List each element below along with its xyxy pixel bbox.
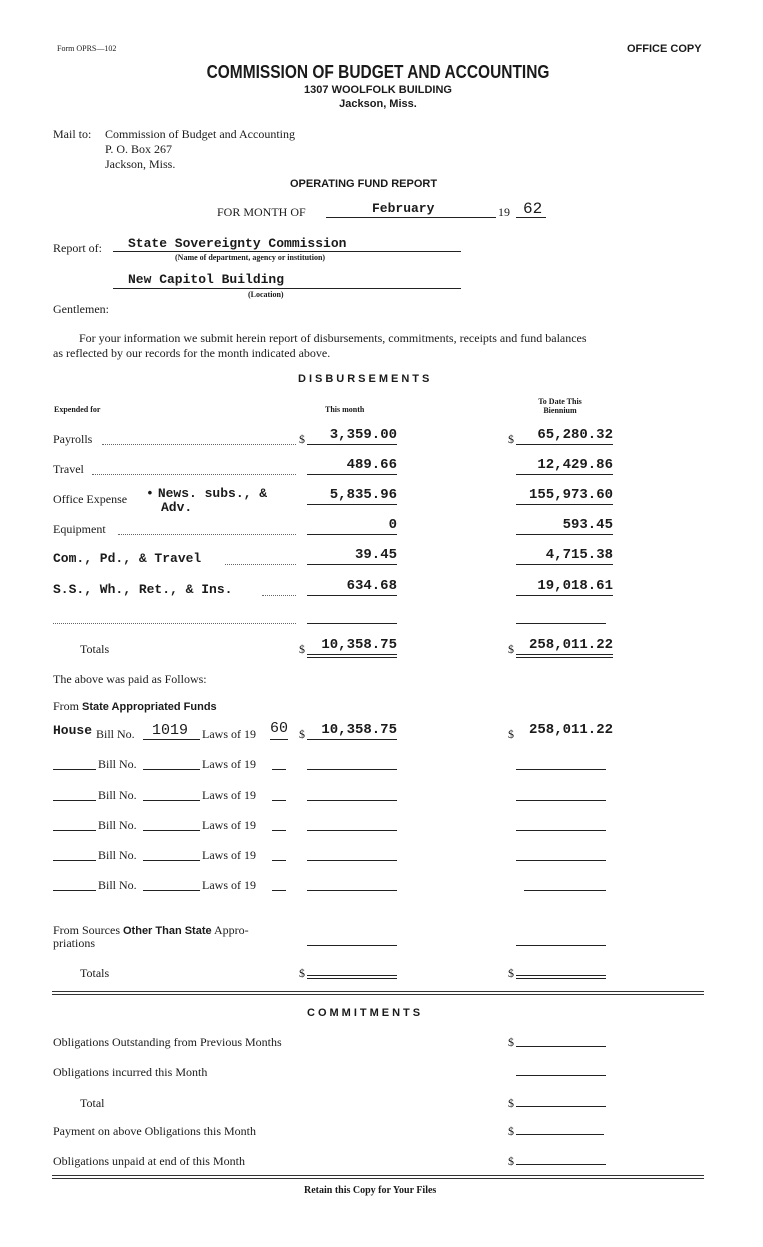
total-todate-field[interactable] (516, 654, 613, 655)
commitment-field-incurred[interactable] (516, 1075, 606, 1076)
location-caption: (Location) (248, 290, 284, 299)
paid-intro: The above was paid as Follows: (53, 672, 207, 686)
leader-dots (262, 595, 296, 596)
bill-label-2: Bill No. (98, 757, 137, 771)
paid-totals-label: Totals (80, 966, 110, 980)
office-todate-field[interactable] (516, 504, 613, 505)
laws-label-3: Laws of 19 (202, 788, 256, 802)
total-todate-underline (516, 657, 613, 658)
law-year-field-6[interactable] (272, 890, 286, 891)
office-todate-value: 155,973.60 (528, 487, 613, 503)
report-of-caption: (Name of department, agency or institution) (175, 253, 326, 262)
payrolls-todate-value: 65,280.32 (537, 427, 613, 443)
payrolls-month-field[interactable] (307, 444, 397, 445)
mail-to-line-3: Jackson, Miss. (105, 157, 176, 171)
bill-month-field-1[interactable] (307, 739, 397, 740)
col-to-date-1: To Date This (538, 397, 582, 406)
bill-house-field-5[interactable] (53, 860, 96, 861)
row-label-ss-wh-ret-ins: S.S., Wh., Ret., & Ins. (53, 582, 233, 597)
office-month-value: 5,835.96 (329, 487, 397, 503)
bill-todate-field-5[interactable] (516, 860, 606, 861)
section-divider (52, 1178, 704, 1179)
equipment-month-value: 0 (388, 517, 397, 533)
location-value: New Capitol Building (128, 272, 285, 287)
com-todate-value: 4,715.38 (545, 547, 613, 563)
other-month-field[interactable] (307, 945, 397, 946)
col-this-month: This month (325, 405, 365, 414)
bill-todate-field-2[interactable] (516, 769, 606, 770)
intro-line-1: For your information we submit herein report of disbursements, commitments, receipts and fund balances (79, 331, 587, 345)
ss-month-value: 634.68 (346, 578, 397, 594)
law-year-field-4[interactable] (272, 830, 286, 831)
payrolls-todate-field[interactable] (516, 444, 613, 445)
office-expense-typed-note-2: Adv. (161, 500, 193, 515)
laws-label-4: Laws of 19 (202, 818, 256, 832)
travel-month-value: 489.66 (346, 457, 397, 473)
payrolls-month-value: 3,359.00 (329, 427, 397, 443)
blank-month-field[interactable] (307, 623, 397, 624)
commitment-field-total[interactable] (516, 1106, 606, 1107)
section-divider (52, 1175, 704, 1176)
bill-todate-field-3[interactable] (516, 800, 606, 801)
law-year-field-3[interactable] (272, 800, 286, 801)
report-of-field[interactable] (113, 251, 461, 252)
law-year-field-5[interactable] (272, 860, 286, 861)
dollar-sign: $ (508, 966, 514, 980)
com-month-value: 39.45 (354, 547, 397, 563)
dollar-sign: $ (508, 432, 514, 446)
bill-house-field-4[interactable] (53, 830, 96, 831)
year-value: 62 (523, 200, 543, 218)
footer-note: Retain this Copy for Your Files (304, 1185, 437, 1196)
total-todate-value: 258,011.22 (528, 637, 613, 653)
row-label-office-expense: Office Expense (53, 492, 128, 506)
equipment-month-field[interactable] (307, 534, 397, 535)
mail-to-line-1: Commission of Budget and Accounting (105, 127, 295, 141)
bill-month-field-4[interactable] (307, 830, 397, 831)
from-state-funds: From State Appropriated Funds (53, 699, 217, 713)
bill-label-1: Bill No. (96, 727, 135, 741)
total-month-field[interactable] (307, 654, 397, 655)
commitment-label-total: Total (80, 1096, 105, 1110)
ss-todate-value: 19,018.61 (537, 578, 613, 594)
col-expended-for: Expended for (54, 405, 101, 414)
law-year-field-1[interactable] (270, 739, 288, 740)
bill-todate-field-6[interactable] (524, 890, 606, 891)
bill-todate-value-1: 258,011.22 (528, 722, 613, 738)
law-year-field-2[interactable] (272, 769, 286, 770)
com-month-field[interactable] (307, 564, 397, 565)
total-month-underline (307, 657, 397, 658)
bill-house-field-6[interactable] (53, 890, 96, 891)
col-to-date-2: Biennium (543, 406, 577, 415)
leader-dots (92, 474, 296, 475)
intro-line-2: as reflected by our records for the month indicated above. (53, 346, 331, 360)
dollar-sign: $ (508, 1096, 514, 1110)
bill-no-1: 1019 (152, 722, 189, 739)
bill-month-value-1: 10,358.75 (321, 722, 397, 738)
bill-house-1: House (53, 723, 93, 738)
disbursements-heading: DISBURSEMENTS (298, 373, 433, 385)
laws-label-1: Laws of 19 (202, 727, 256, 741)
bill-month-field-6[interactable] (307, 890, 397, 891)
location-field[interactable] (113, 288, 461, 289)
bill-month-field-5[interactable] (307, 860, 397, 861)
address-line-2: Jackson, Miss. (339, 98, 417, 110)
bill-no-field-5[interactable] (143, 860, 200, 861)
commitment-label-payment: Payment on above Obligations this Month (53, 1124, 256, 1138)
commitment-label-outstanding: Obligations Outstanding from Previous Months (53, 1035, 282, 1049)
mail-to-label: Mail to: (53, 127, 92, 141)
office-expense-typed-note-1: • News. subs., & (146, 486, 268, 501)
page-title: COMMISSION OF BUDGET AND ACCOUNTING (206, 62, 550, 82)
row-label-equipment: Equipment (53, 522, 106, 536)
commitment-label-unpaid: Obligations unpaid at end of this Month (53, 1154, 245, 1168)
row-label-travel: Travel (53, 462, 84, 476)
year-prefix: 19 (498, 205, 510, 219)
bill-house-field-3[interactable] (53, 800, 96, 801)
salutation: Gentlemen: (53, 302, 109, 316)
form-number: Form OPRS—102 (57, 44, 117, 53)
bill-no-field-6[interactable] (143, 890, 200, 891)
travel-month-field[interactable] (307, 474, 397, 475)
equipment-todate-field[interactable] (516, 534, 613, 535)
bill-month-field-3[interactable] (307, 800, 397, 801)
office-month-field[interactable] (307, 504, 397, 505)
ss-todate-field[interactable] (516, 595, 613, 596)
row-label-payrolls: Payrolls (53, 432, 93, 446)
bill-no-field-1[interactable] (143, 739, 200, 740)
report-of-label: Report of: (53, 241, 102, 255)
bill-no-field-2[interactable] (143, 769, 200, 770)
report-of-value: State Sovereignty Commission (128, 236, 347, 251)
row-label-com-pd-travel: Com., Pd., & Travel (53, 551, 202, 566)
totals-label: Totals (80, 642, 110, 656)
bill-label-4: Bill No. (98, 818, 137, 832)
leader-dots (53, 623, 296, 624)
month-label: FOR MONTH OF (217, 205, 306, 219)
mail-to-line-2: P. O. Box 267 (105, 142, 173, 156)
paid-total-todate-underline (516, 978, 606, 979)
law-year-1: 60 (270, 720, 289, 737)
dollar-sign: $ (508, 1035, 514, 1049)
ss-month-field[interactable] (307, 595, 397, 596)
address-line-1: 1307 WOOLFOLK BUILDING (304, 84, 452, 96)
section-divider (52, 991, 704, 992)
bill-label-6: Bill No. (98, 878, 137, 892)
leader-dots (118, 534, 296, 535)
dollar-sign: $ (508, 1154, 514, 1168)
bill-no-field-4[interactable] (143, 830, 200, 831)
month-value: February (372, 201, 435, 216)
dollar-sign: $ (299, 727, 305, 741)
commitments-heading: COMMITMENTS (307, 1007, 424, 1019)
commitment-label-incurred: Obligations incurred this Month (53, 1065, 208, 1079)
section-divider (52, 994, 704, 995)
bill-month-field-2[interactable] (307, 769, 397, 770)
leader-dots (102, 444, 296, 445)
paid-total-todate-field[interactable] (516, 975, 606, 976)
other-sources-line-1: From Sources Other Than State Appro- (53, 923, 249, 937)
other-todate-field[interactable] (516, 945, 606, 946)
dollar-sign: $ (299, 432, 305, 446)
laws-label-2: Laws of 19 (202, 757, 256, 771)
bill-label-5: Bill No. (98, 848, 137, 862)
office-copy-label: OFFICE COPY (627, 43, 702, 55)
bill-house-field-2[interactable] (53, 769, 96, 770)
other-sources-line-2: priations (53, 936, 95, 950)
month-field[interactable] (326, 217, 496, 218)
bill-no-field-3[interactable] (143, 800, 200, 801)
laws-label-6: Laws of 19 (202, 878, 256, 892)
blank-todate-field[interactable] (516, 623, 606, 624)
paid-total-month-field[interactable] (307, 975, 397, 976)
dollar-sign: $ (299, 642, 305, 656)
dollar-sign: $ (508, 1124, 514, 1138)
travel-todate-value: 12,429.86 (537, 457, 613, 473)
dollar-sign: $ (508, 642, 514, 656)
bill-label-3: Bill No. (98, 788, 137, 802)
commitment-field-payment[interactable] (516, 1134, 604, 1135)
commitment-field-unpaid[interactable] (516, 1164, 606, 1165)
com-todate-field[interactable] (516, 564, 613, 565)
dollar-sign: $ (299, 966, 305, 980)
dollar-sign: $ (508, 727, 514, 741)
laws-label-5: Laws of 19 (202, 848, 256, 862)
commitment-field-outstanding[interactable] (516, 1046, 606, 1047)
bill-todate-field-4[interactable] (516, 830, 606, 831)
paid-total-month-underline (307, 978, 397, 979)
report-title: OPERATING FUND REPORT (290, 178, 438, 190)
total-month-value: 10,358.75 (321, 637, 397, 653)
travel-todate-field[interactable] (516, 474, 613, 475)
leader-dots (225, 564, 296, 565)
equipment-todate-value: 593.45 (562, 517, 613, 533)
